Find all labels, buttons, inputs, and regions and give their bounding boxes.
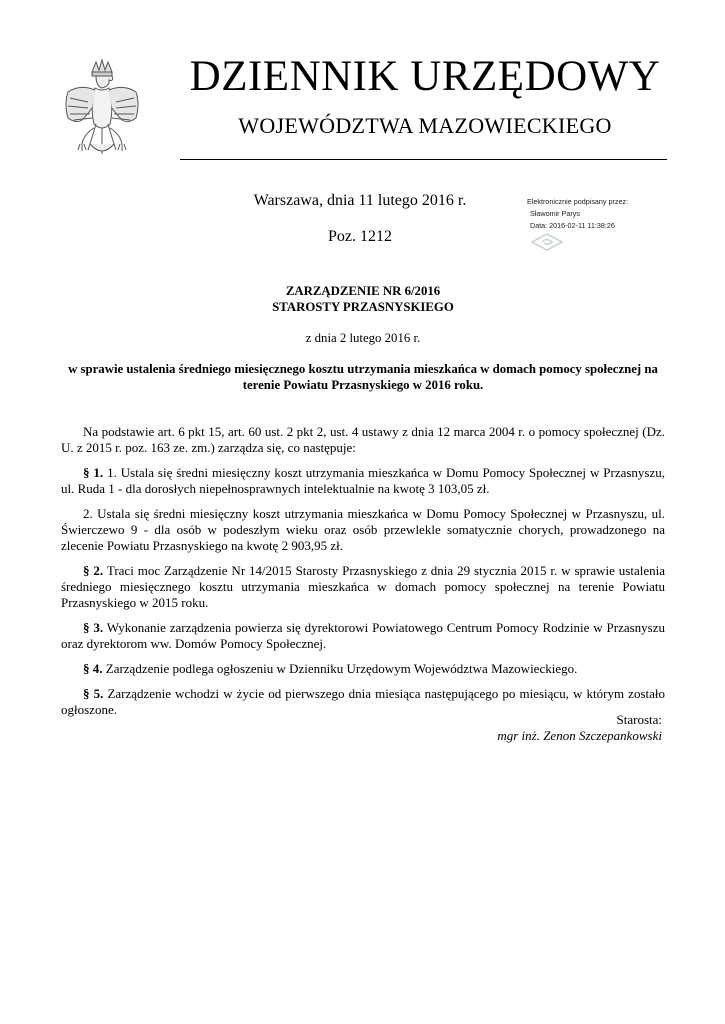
section-2-text: Traci moc Zarządzenie Nr 14/2015 Starosty Przasnyskiego z dnia 29 stycznia 2015 r. w sprawie ustalenia średniego miesięcznego kosztu utrzymania mieszkańca w domach pomocy społecznej na terenie Powiatu Przasnyskiego w 2015 roku. — [61, 563, 666, 610]
section-4-text: Zarządzenie podlega ogłoszeniu w Dzienniku Urzędowym Województwa Mazowieckiego. — [102, 661, 578, 676]
section-5-label: § 5. — [83, 686, 104, 701]
section-3-paragraph — [61, 620, 665, 652]
signature-seal-icon — [530, 232, 564, 252]
signatory-role: Starosta: — [616, 712, 662, 727]
act-number: ZARZĄDZENIE NR 6/2016 — [285, 284, 441, 298]
e-signature-label: Elektronicznie podpisany przez: — [527, 197, 629, 206]
section-4-label: § 4. — [83, 661, 103, 676]
section-1-paragraph-2: 2. Ustala się średni miesięczny koszt utrzymania mieszkańca w Domu Pomocy Społecznej w Przasnyszu, ul. Świerczewo 9 - dla osób w podeszłym wieku oraz osób przewlekle somatycznie chorych, prowadzonego na zlecenie Powiatu Przasnyskiego na kwotę 2 903,95 zł. — [61, 506, 665, 553]
signatory-name: mgr inż. Zenon Szczepankowski — [497, 728, 662, 743]
issue-position: Poz. 1212 — [328, 228, 392, 245]
e-signature-name: Sławomir Parys — [530, 209, 580, 218]
legal-basis-paragraph: Na podstawie art. 6 pkt 15, art. 60 ust. 2 pkt 2, ust. 4 ustawy z dnia 12 marca 2004 r. o pomocy społecznej (Dz. U. z 2015 r. poz. 163 ze. zm.) zarządza się, co następuje: — [61, 424, 665, 455]
electronic-signature-block — [527, 196, 667, 232]
section-1-label: § 1. — [83, 465, 104, 480]
act-body — [61, 424, 665, 727]
e-signature-date: Data: 2016-02-11 11:38:26 — [530, 221, 615, 230]
act-subject: w sprawie ustalenia średniego miesięcznego kosztu utrzymania mieszkańca w domach pomocy społecznej na terenie Powiatu Przasnyskiego w 2016 roku. — [68, 362, 658, 392]
issue-city-date: Warszawa, dnia 11 lutego 2016 r. — [253, 192, 467, 209]
section-3-label: § 3. — [83, 620, 104, 635]
header-divider — [180, 159, 667, 160]
publication-subtitle: WOJEWÓDZTWA MAZOWIECKIEGO — [238, 113, 612, 138]
section-4-paragraph — [61, 661, 665, 677]
section-1-text: 1. Ustala się średni miesięczny koszt utrzymania mieszkańca w Domu Pomocy Społecznej w Przasnyszu, ul. Ruda 1 - dla dorosłych niepełnosprawnych intelektualnie na kwotę 3 103,05 zł. — [61, 465, 666, 496]
act-issuer: STAROSTY PRZASNYSKIEGO — [272, 300, 454, 314]
section-2-paragraph — [61, 563, 665, 611]
act-heading — [60, 283, 666, 315]
act-date: z dnia 2 lutego 2016 r. — [305, 331, 421, 345]
signatory-block — [400, 712, 662, 744]
section-1-paragraph-1 — [61, 465, 665, 497]
section-2-label: § 2. — [83, 563, 104, 578]
polish-eagle-emblem-icon — [62, 58, 142, 166]
section-3-text: Wykonanie zarządzenia powierza się dyrektorowi Powiatowego Centrum Pomocy Rodzinie w Przasnyszu oraz dyrektorom ww. Domów Pomocy Społecznej. — [61, 620, 666, 651]
section-5-text: Zarządzenie wchodzi w życie od pierwszego dnia miesiąca następującego po miesiącu, w którym zostało ogłoszone. — [61, 686, 666, 717]
publication-title: DZIENNIK URZĘDOWY — [189, 53, 661, 100]
